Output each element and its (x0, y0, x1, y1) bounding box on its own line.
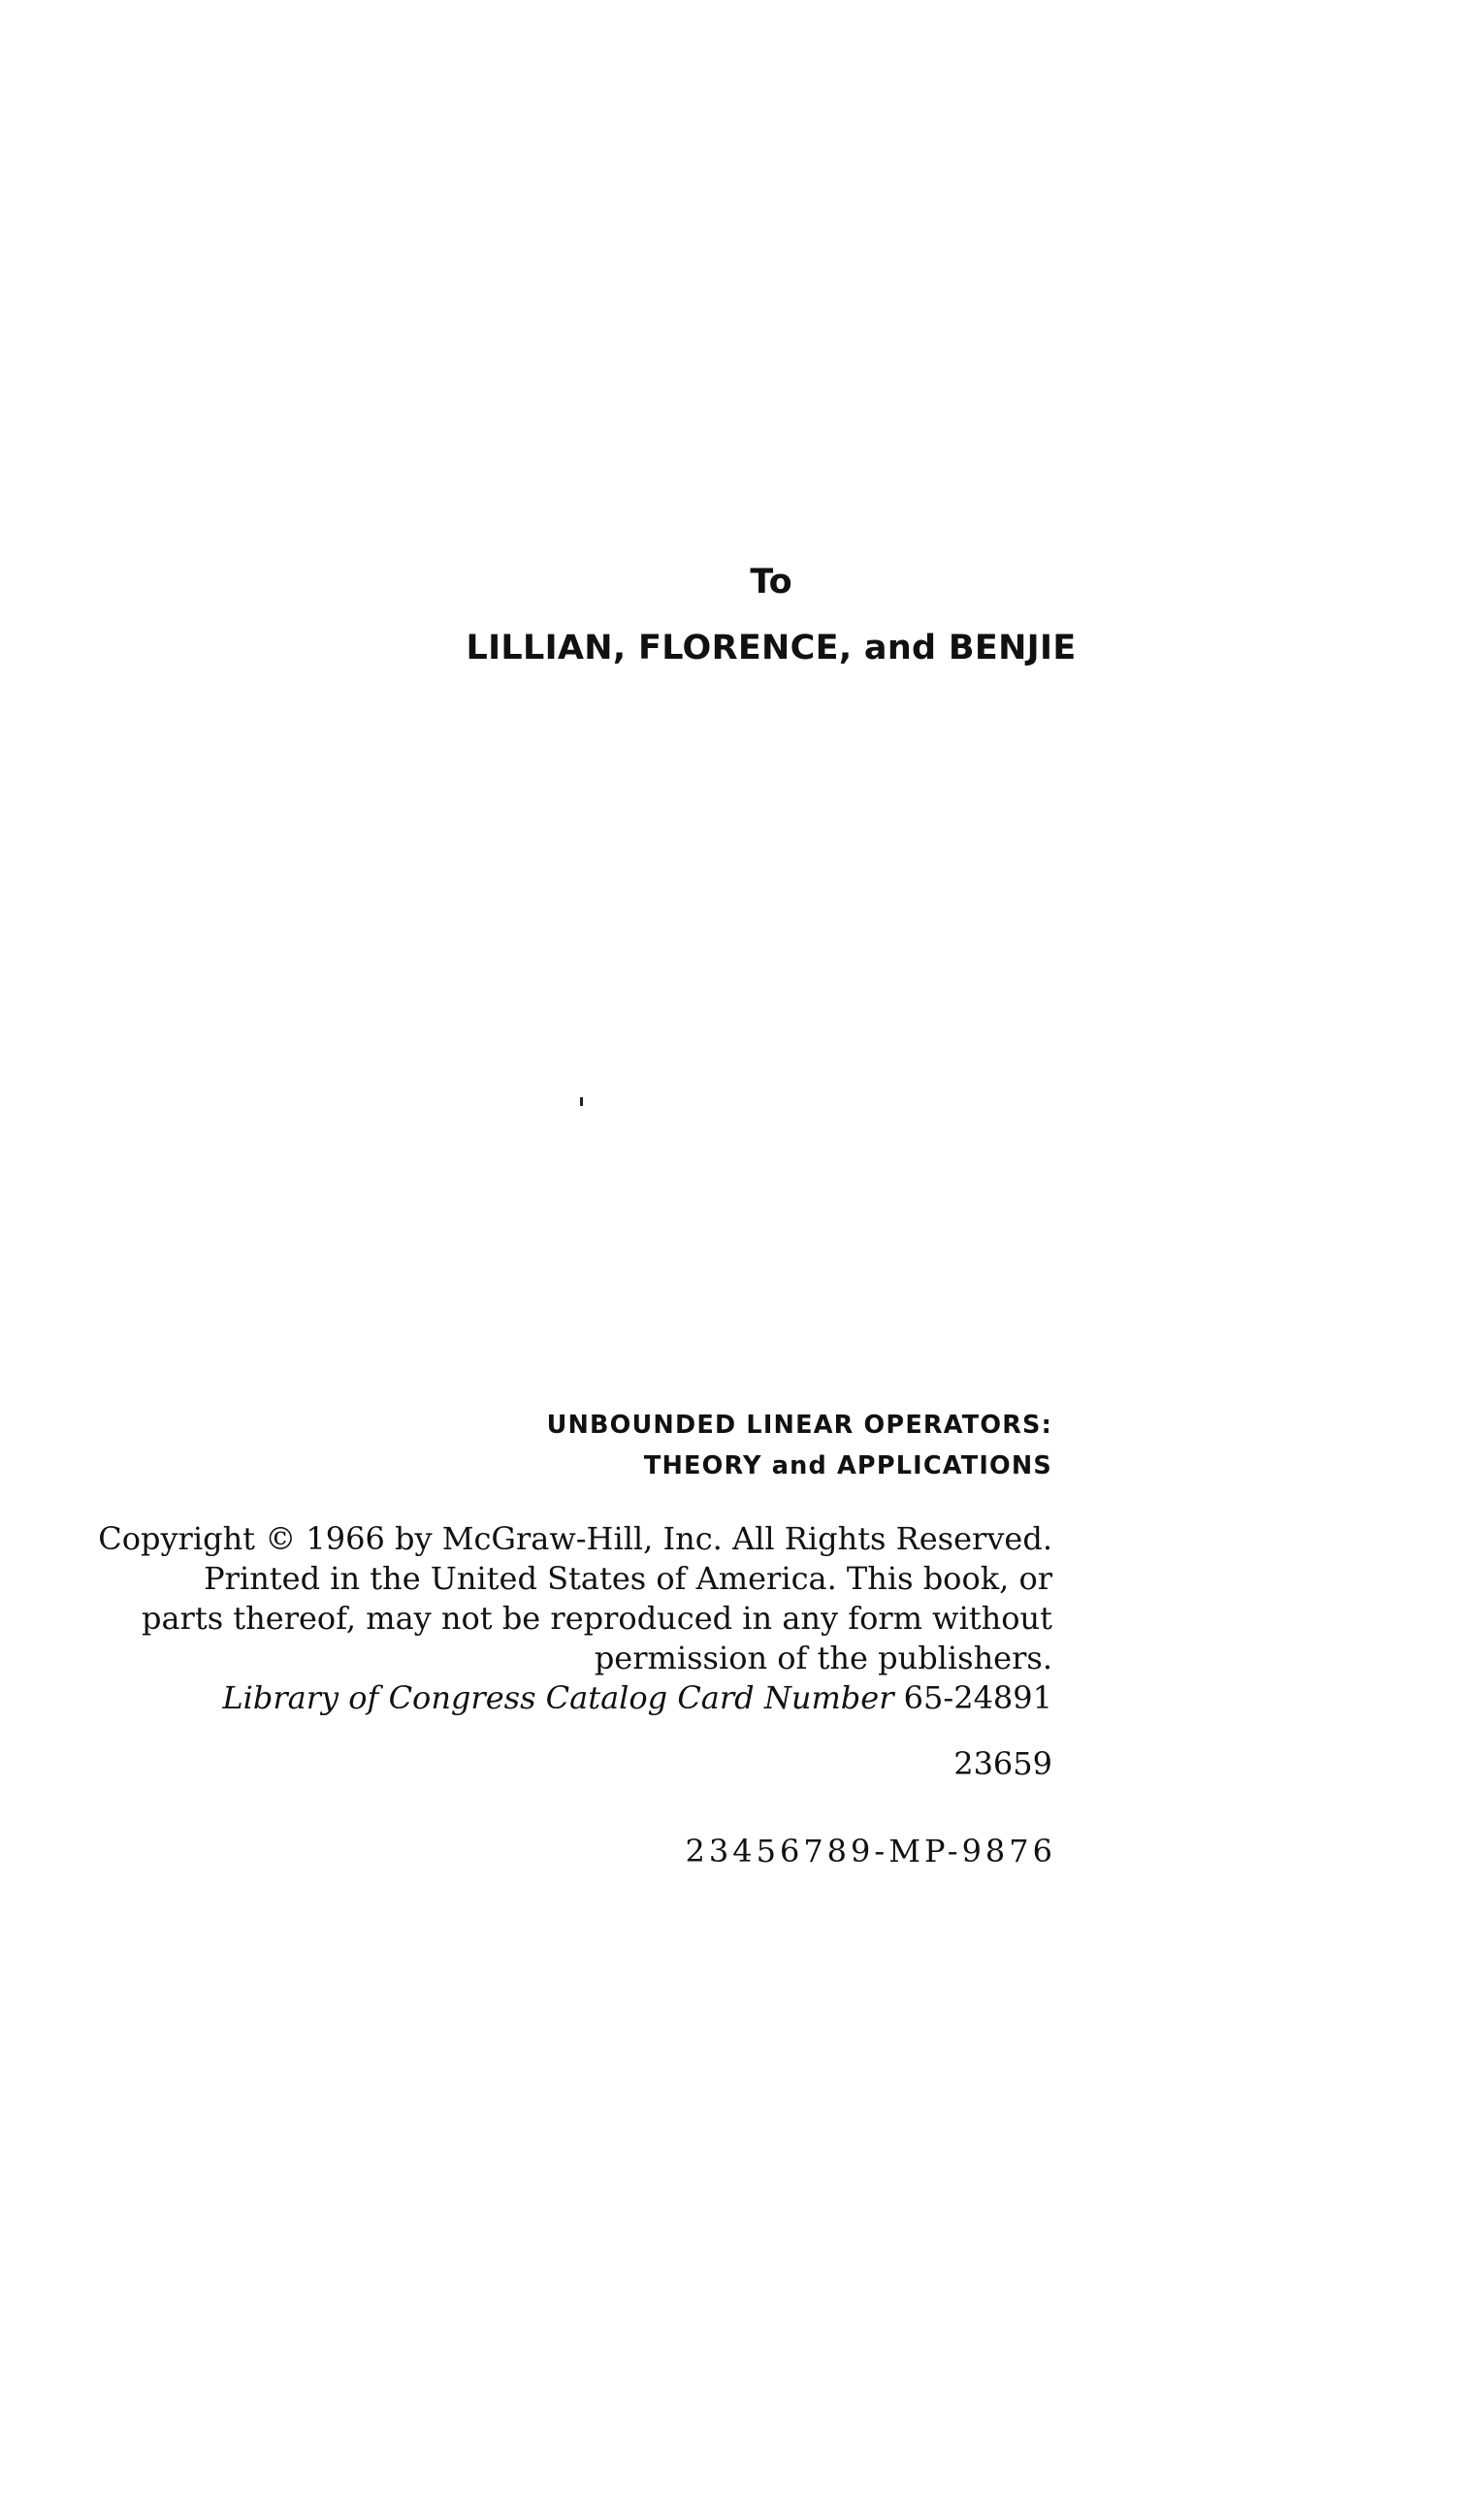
library-of-congress-line (34, 1678, 1052, 1718)
dedication-to: To (750, 563, 792, 601)
loc-number: 65-24891 (903, 1679, 1052, 1716)
book-title-line-2: THEORY and APPLICATIONS (643, 1451, 1052, 1480)
stray-print-mark (580, 1097, 583, 1106)
code-number: 23659 (953, 1745, 1052, 1782)
copyright-line: parts thereof, may not be reproduced in any form without (141, 1600, 1052, 1637)
print-key: 23456789-MP-9876 (685, 1833, 1056, 1869)
book-title-line-1: UNBOUNDED LINEAR OPERATORS: (546, 1411, 1052, 1440)
dedication-names: LILLIAN, FLORENCE, and BENJIE (466, 629, 1077, 667)
copyright-line: Printed in the United States of America. This book, or (204, 1560, 1052, 1597)
dedication (388, 553, 1154, 677)
copyright-notice (34, 1519, 1052, 1718)
loc-label: Library of Congress Catalog Card Number (222, 1679, 894, 1716)
copyright-line: Copyright © 1966 by McGraw-Hill, Inc. All Rights Reserved. (98, 1520, 1052, 1557)
copyright-line: permission of the publishers. (594, 1640, 1052, 1676)
colophon (34, 1405, 1056, 1870)
